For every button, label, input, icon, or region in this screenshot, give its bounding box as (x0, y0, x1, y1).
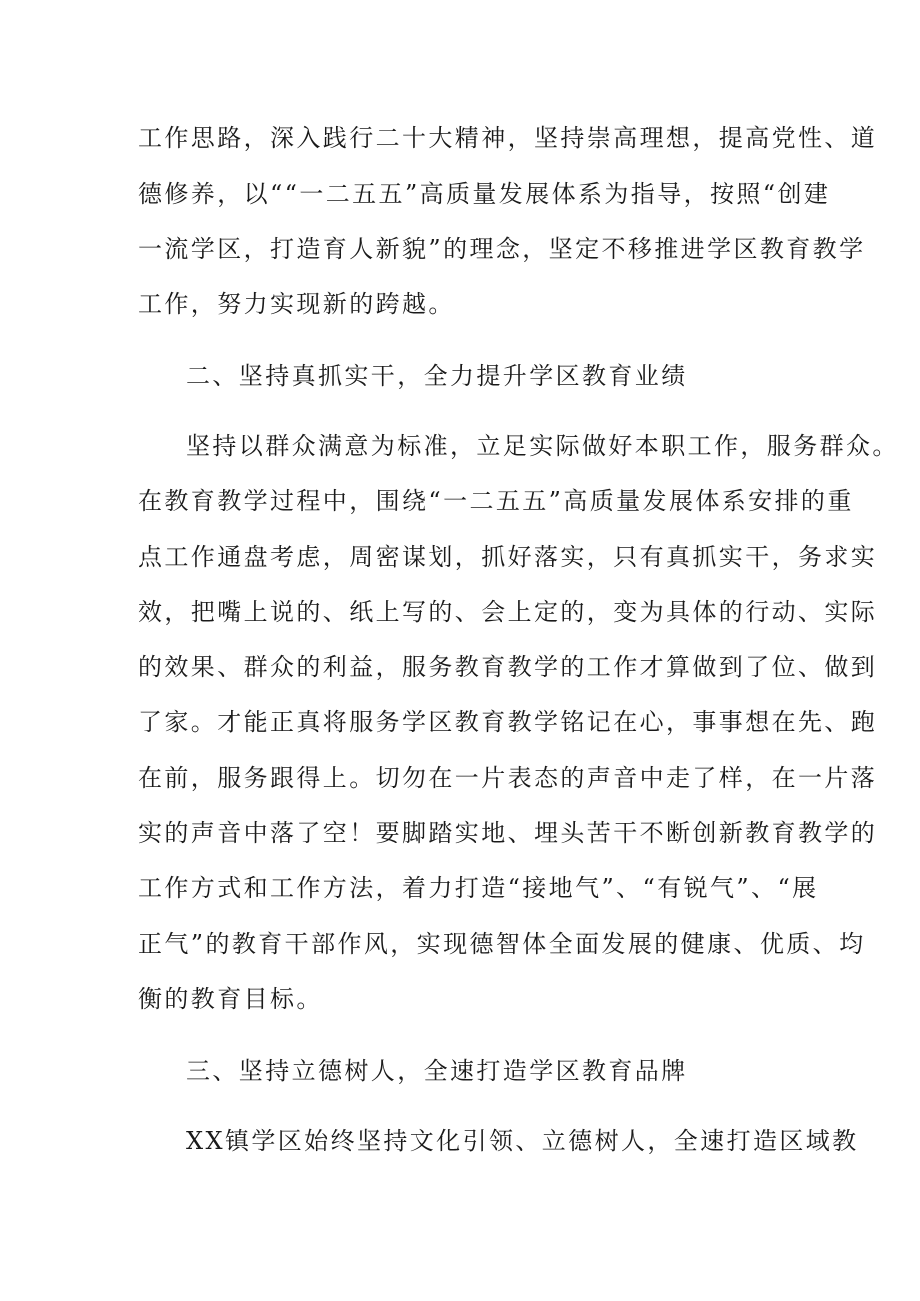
paragraph-1-line-4: 工作，努力实现新的跨越。 (138, 290, 455, 318)
paragraph-2-line-2: 在教育教学过程中，围绕“一二五五”高质量发展体系安排的重 (138, 487, 854, 515)
paragraph-2-line-1: 坚持以群众满意为标准，立足实际做好本职工作，服务群众。 (186, 432, 899, 460)
section-heading-2: 二、坚持真抓实干，全力提升学区教育业绩 (186, 362, 688, 390)
paragraph-1-line-3: 一流学区，打造育人新貌”的理念，坚定不移推进学区教育教学 (138, 235, 866, 263)
paragraph-1-line-1: 工作思路，深入践行二十大精神，坚持崇高理想，提高党性、道 (138, 124, 878, 152)
paragraph-2-line-7: 在前，服务跟得上。切勿在一片表态的声音中走了样，在一片落 (138, 764, 878, 792)
paragraph-1-line-2: 德修养，以““一二五五”高质量发展体系为指导，按照“创建 (138, 180, 831, 208)
paragraph-2-line-4: 效，把嘴上说的、纸上写的、会上定的，变为具体的行动、实际 (138, 598, 878, 626)
section-heading-3: 三、坚持立德树人，全速打造学区教育品牌 (186, 1057, 688, 1085)
paragraph-2-line-8: 实的声音中落了空！要脚踏实地、埋头苦干不断创新教育教学的 (138, 819, 878, 847)
paragraph-2-line-5: 的效果、群众的利益，服务教育教学的工作才算做到了位、做到 (138, 653, 878, 681)
paragraph-2-line-10: 正气”的教育干部作风，实现德智体全面发展的健康、优质、均 (138, 930, 866, 958)
paragraph-2-line-9: 工作方式和工作方法，着力打造“接地气”、“有锐气”、“展 (138, 874, 819, 902)
paragraph-2-line-11: 衡的教育目标。 (138, 985, 323, 1013)
paragraph-3-line-1: XX镇学区始终坚持文化引领、立德树人，全速打造区域教 (186, 1127, 859, 1155)
paragraph-2-line-6: 了家。才能正真将服务学区教育教学铭记在心，事事想在先、跑 (138, 708, 878, 736)
paragraph-2-line-3: 点工作通盘考虑，周密谋划，抓好落实，只有真抓实干，务求实 (138, 543, 878, 571)
